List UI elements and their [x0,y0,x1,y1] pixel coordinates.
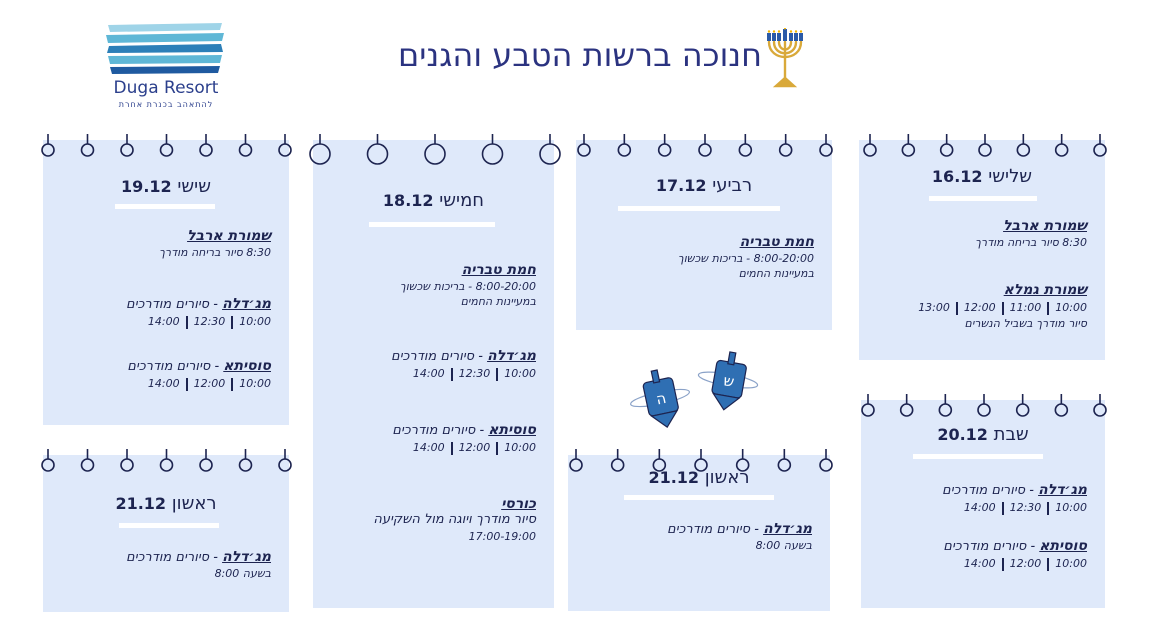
time-slot: 14:00 [147,315,180,328]
time-slot: 12:30 [193,315,226,328]
activity-line: בשעה 8:00 [755,539,812,552]
day-card-saturday [861,400,1105,608]
time-slot: 14:00 [147,377,180,390]
heading-underline [929,196,1037,201]
svg-text:ש: ש [722,371,736,391]
activity-item [55,296,271,329]
day-date: 16.12 [931,167,983,186]
activity-header [55,549,271,565]
time-slot: 12:00 [458,441,491,454]
activity-location: שמורת ארבל [187,228,271,244]
time-slot: 10:00 [504,367,536,380]
card-heading [43,493,289,514]
activity-location: שמורת ארבל [1003,218,1087,234]
day-date: 17.12 [655,176,707,195]
activity-location: סוסיתא [223,358,271,374]
day-card-friday [43,140,289,425]
day-name: ראשון [704,467,750,488]
activity-times [55,315,271,329]
time-slot: 12:30 [458,367,491,380]
logo-name: Duga Resort [113,78,219,98]
card-heading [859,166,1105,187]
activity-header [55,296,271,312]
activity-item [871,282,1087,330]
activity-line: 8:30 סיור בריחה מודרך [159,246,271,259]
activity-location: מג׳דלה [1038,482,1087,498]
activity-location: מג׳דלה [763,521,812,537]
day-name: שישי [177,176,211,197]
activity-header [55,358,271,374]
time-slot: 10:00 [239,315,271,328]
day-date: 21.12 [115,494,167,513]
activity-item [325,348,536,381]
activity-item [325,422,536,455]
activity-line: 8:00-20:00 - בריכות שכשוך [399,280,536,293]
activity-times [325,367,536,381]
activity-line: במעיינות החמים [738,267,814,280]
activity-location: סוסיתא [488,422,536,438]
day-date: 18.12 [382,191,434,210]
day-name: שלישי [988,166,1033,187]
activity-header [325,422,536,438]
activity-times [871,301,1087,315]
card-heading [43,176,289,197]
time-slot: 12:00 [1009,557,1042,570]
card-heading [576,175,832,196]
time-slot: 11:00 [1009,301,1042,314]
day-card-thursday [313,140,554,608]
activity-location: שמורת גמלא [1003,282,1087,298]
activity-item [325,496,536,543]
activity-line: - סיורים מודרכים [391,349,483,364]
activity-line: - סיורים מודרכים [126,550,218,565]
activity-times [55,377,271,391]
activity-times [873,557,1087,571]
activity-line: - סיורים מודרכים [943,539,1036,554]
activity-location: כורסי [501,496,536,512]
activity-line: סיור מודרך ויוגה מול השקיעה [373,512,536,527]
activity-item [873,482,1087,515]
day-date: 20.12 [937,425,988,444]
day-name: שבת [993,424,1029,445]
activity-item [55,358,271,391]
activity-line: - סיורים מודרכים [942,483,1034,498]
activity-line: בשעה 8:00 [214,567,271,580]
heading-underline [913,454,1043,459]
page-title: חנוכה ברשות הטבע והגנים [398,36,762,74]
activity-location: חמת טבריה [739,234,814,250]
activity-line: 8:00-20:00 - בריכות שכשוך [677,252,814,265]
activity-location: חמת טבריה [461,262,536,278]
activity-location: מג׳דלה [222,296,271,312]
dreidel-icon [630,346,770,430]
activity-item [871,218,1087,249]
time-slot: 12:00 [193,377,226,390]
time-slot: 10:00 [504,441,536,454]
heading-underline [369,222,495,227]
activity-location: סוסיתא [1039,538,1087,554]
activity-line: סיור מודרך בשביל הנשרים [964,316,1087,330]
activity-time: 17:00-19:00 [468,530,536,543]
time-slot: 12:30 [1009,501,1042,514]
time-slot: 10:00 [1055,557,1087,570]
activity-line: - סיורים מודרכים [392,423,485,438]
activity-line: במעיינות החמים [460,295,536,308]
heading-underline [119,523,219,528]
card-heading [313,190,554,211]
activity-item [873,538,1087,571]
logo-tagline: להתאהב בכנרת אחרת [118,100,214,109]
day-name: חמישי [439,190,485,211]
activity-item [55,228,271,259]
activity-line: 8:30 סיור בריחה מודרך [975,236,1087,249]
logo-waves-icon [106,22,224,76]
time-slot: 12:00 [963,301,996,314]
svg-text:ה: ה [654,388,668,409]
card-heading [861,424,1105,445]
time-slot: 10:00 [1055,501,1087,514]
activity-item [580,521,812,552]
activity-line: - סיורים מודרכים [127,359,220,374]
activity-item [325,262,536,308]
activity-header [325,348,536,364]
activity-line: - סיורים מודרכים [667,522,759,537]
day-card-sunday-2 [43,455,289,612]
heading-underline [618,206,780,211]
activity-header [873,538,1087,554]
time-slot: 10:00 [1055,301,1087,314]
time-slot: 10:00 [239,377,271,390]
activity-item [55,549,271,580]
time-slot: 14:00 [412,441,445,454]
activity-header [580,521,812,537]
day-name: ראשון [171,493,217,514]
activity-item [588,234,814,280]
activity-times [873,501,1087,515]
menorah-icon [763,28,807,92]
resort-logo [100,22,232,114]
day-card-sunday [568,455,830,611]
activity-location: מג׳דלה [487,348,536,364]
time-slot: 14:00 [412,367,445,380]
heading-underline [624,495,774,500]
heading-underline [115,204,215,209]
activity-line: - סיורים מודרכים [126,297,218,312]
activity-header [873,482,1087,498]
card-heading [568,467,830,488]
day-name: רביעי [712,175,753,196]
day-card-tuesday [859,140,1105,360]
activity-location: מג׳דלה [222,549,271,565]
time-slot: 14:00 [963,557,996,570]
day-date: 21.12 [648,468,700,487]
day-card-wednesday [576,140,832,330]
time-slot: 14:00 [963,501,996,514]
activity-times [325,441,536,455]
day-date: 19.12 [121,177,172,196]
time-slot: 13:00 [918,301,950,314]
